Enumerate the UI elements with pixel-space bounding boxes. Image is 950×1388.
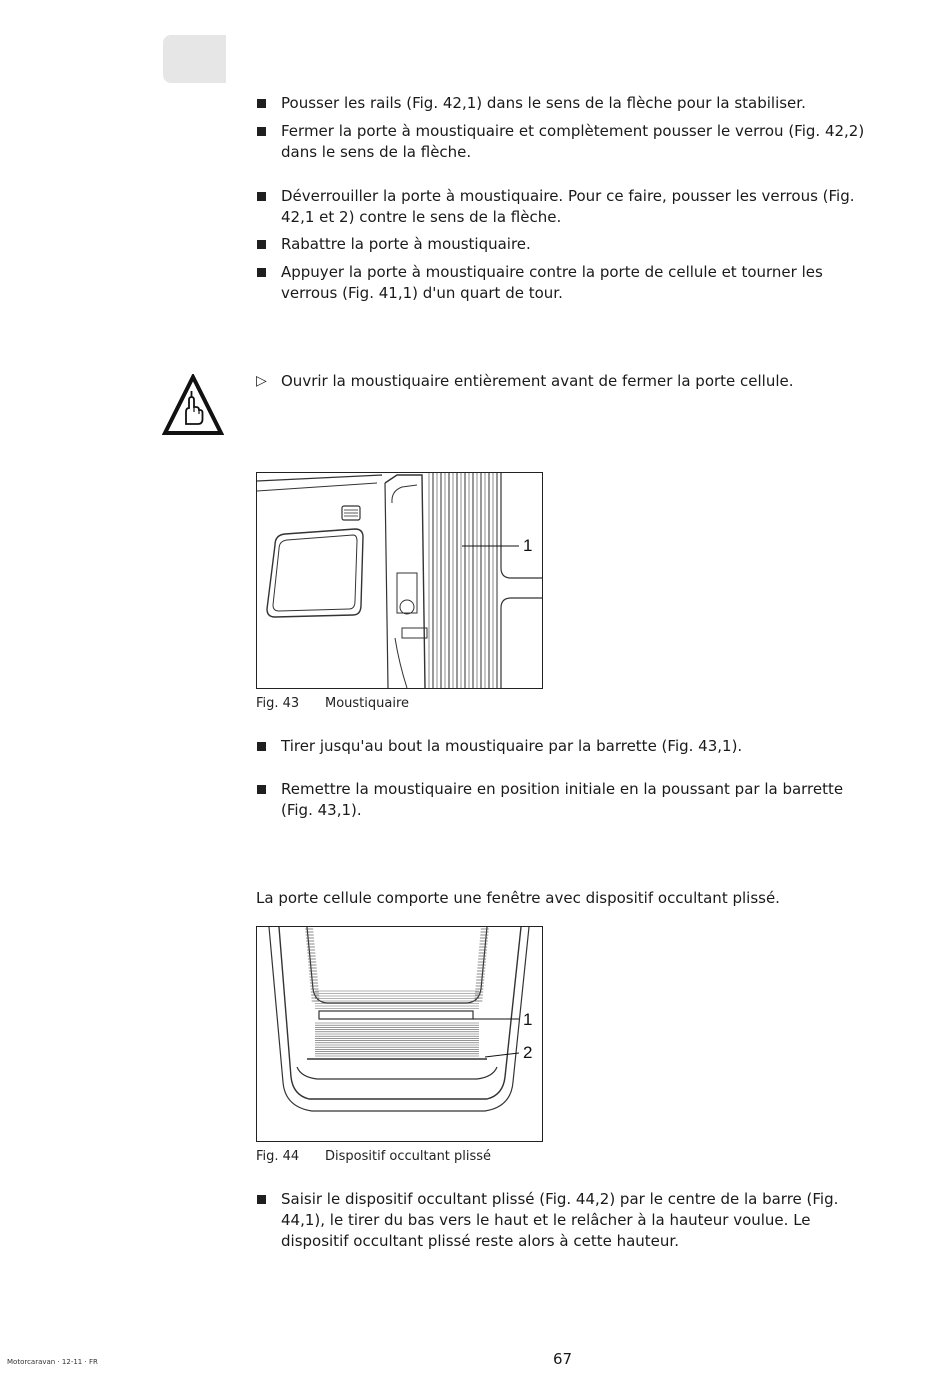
warning-hand-icon	[162, 374, 224, 436]
bullet-square-icon	[257, 785, 266, 794]
list-item: Pousser les rails (Fig. 42,1) dans le sens de la flèche pour la stabiliser.	[256, 93, 876, 114]
bullet-square-icon	[257, 240, 266, 249]
bullet-square-icon	[257, 742, 266, 751]
bullet-square-icon	[257, 268, 266, 277]
list-item: Tirer jusqu'au bout la moustiquaire par la barrette (Fig. 43,1).	[256, 736, 876, 757]
pleated-blind-illustration	[257, 927, 542, 1141]
bullet-square-icon	[257, 99, 266, 108]
bullet-square-icon	[257, 192, 266, 201]
figure-label: Fig. 44	[256, 1149, 300, 1164]
list-item: Appuyer la porte à moustiquaire contre la porte de cellule et tourner les verrous (Fig. 41,1) d'un quart de tour.	[256, 262, 876, 304]
list-item: Rabattre la porte à moustiquaire.	[256, 234, 876, 255]
callout-2: 2	[523, 1043, 533, 1062]
list-item: Saisir le dispositif occultant plissé (Fig. 44,2) par le centre de la barre (Fig. 44,1), le tirer du bas vers le haut et le relâcher à la hauteur voulue. Le dispositif occultant plissé reste alors à cette hauteur.	[256, 1189, 876, 1252]
list-item: Remettre la moustiquaire en position initiale en la poussant par la barrette (Fig. 43,1).	[256, 779, 876, 821]
warning-item: ▷ Ouvrir la moustiquaire entièrement avant de fermer la porte cellule.	[256, 372, 794, 390]
document-reference: Motorcaravan · 12-11 · FR	[7, 1358, 98, 1366]
figure-caption: Moustiquaire	[325, 696, 410, 711]
page-number: 67	[553, 1350, 573, 1368]
callout-1: 1	[523, 536, 533, 555]
list-item: Fermer la porte à moustiquaire et complètement pousser le verrou (Fig. 42,2) dans le sens de la flèche.	[256, 121, 876, 163]
figure-44-image	[256, 926, 543, 1142]
triangle-marker-icon: ▷	[256, 373, 267, 389]
mosquito-net-illustration	[257, 473, 542, 688]
figure-label: Fig. 43	[256, 696, 300, 711]
bullet-square-icon	[257, 1195, 266, 1204]
figure-caption: Dispositif occultant plissé	[325, 1149, 492, 1164]
bullet-square-icon	[257, 127, 266, 136]
chapter-tab	[163, 35, 226, 83]
callout-1: 1	[523, 1010, 533, 1029]
intro-paragraph: La porte cellule comporte une fenêtre avec dispositif occultant plissé.	[256, 889, 780, 907]
list-item: Déverrouiller la porte à moustiquaire. Pour ce faire, pousser les verrous (Fig. 42,1 et 2) contre le sens de la flèche.	[256, 186, 876, 228]
figure-43-image	[256, 472, 543, 689]
